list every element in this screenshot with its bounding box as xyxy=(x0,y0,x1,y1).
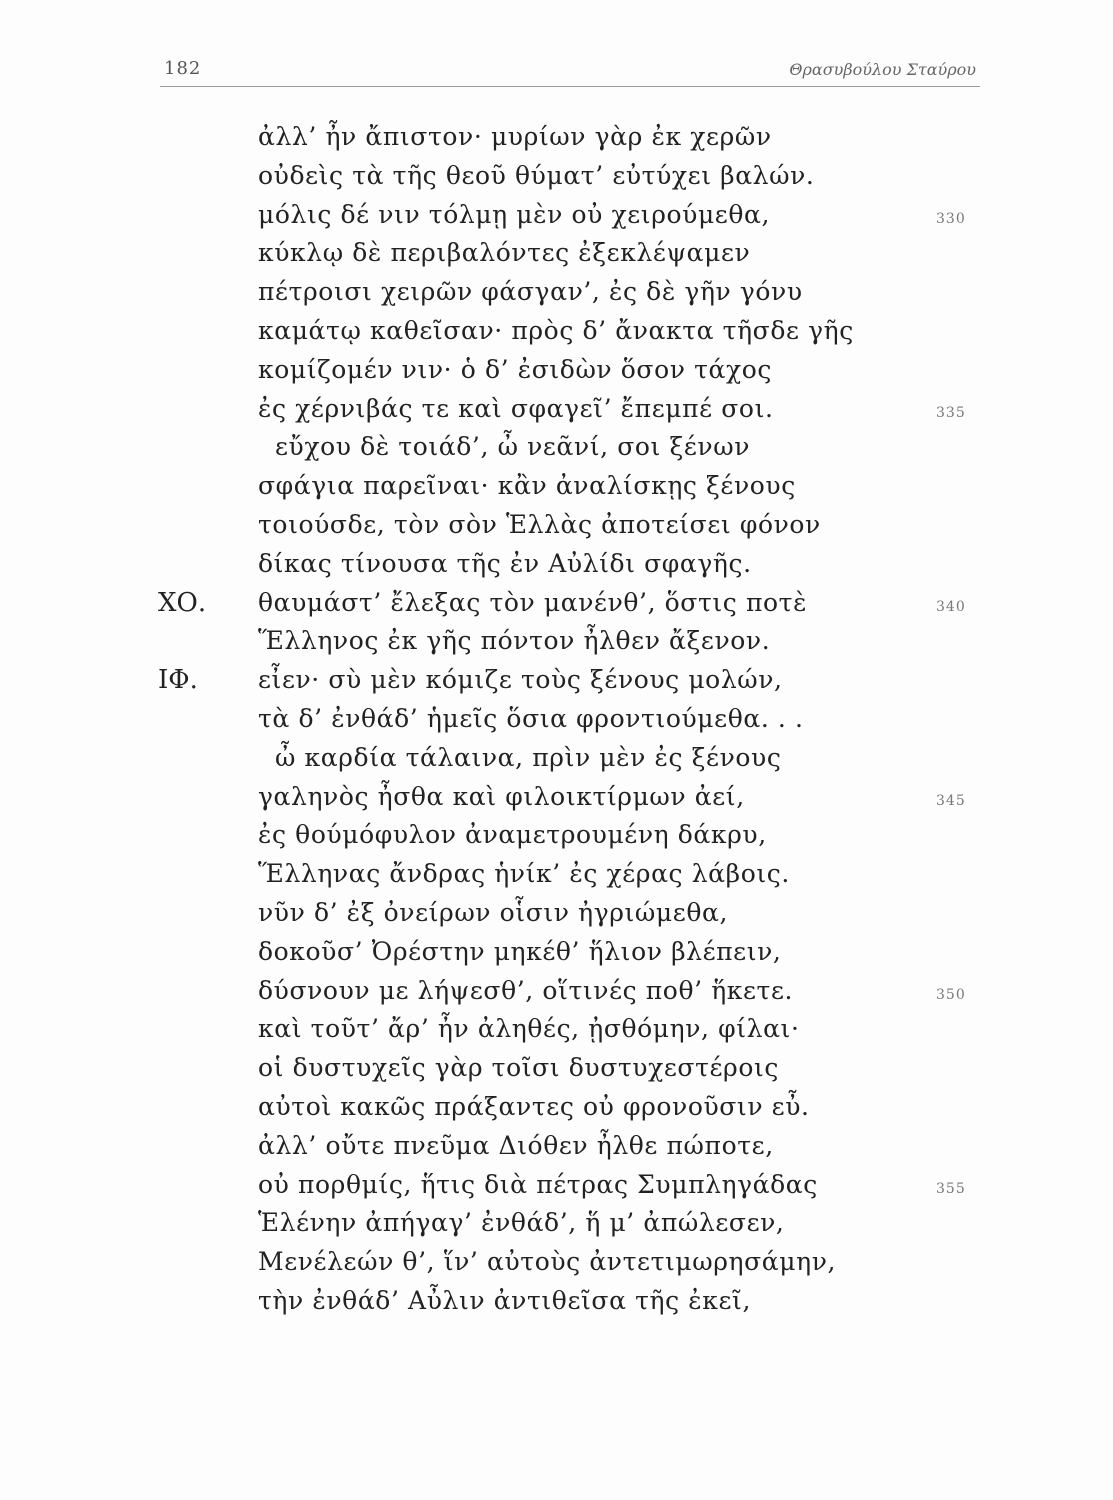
speaker-label: ΧΟ. xyxy=(158,587,207,618)
verse-text: δίκας τίνουσα τῆς ἐν Αὐλίδι σφαγῆς. xyxy=(258,548,752,578)
verse-text: τὴν ἐνθάδ’ Αὖλιν ἀντιθεῖσα τῆς ἐκεῖ, xyxy=(258,1285,751,1315)
verse-text: νῦν δ’ ἐξ ὀνείρων οἷσιν ἠγριώμεθα, xyxy=(258,897,728,927)
verse-text: γαληνὸς ἦσθα καὶ φιλοικτίρμων ἀεί, xyxy=(258,781,745,811)
verse-text: Ἕλληνας ἄνδρας ἡνίκ’ ἐς χέρας λάβοις. xyxy=(258,859,790,889)
verse-text: τὰ δ’ ἐνθάδ’ ἡμεῖς ὅσια φροντιούμεθα. . . xyxy=(258,703,804,733)
verse-text: δύσνουν με λήψεσθ’, οἵτινές ποθ’ ἥκετε. xyxy=(258,975,794,1005)
verse-text: σφάγια παρεῖναι· κἂν ἀναλίσκῃς ξένους xyxy=(258,471,796,501)
verse-line xyxy=(0,739,1113,778)
verse-line xyxy=(0,390,1113,429)
line-number: 330 xyxy=(936,210,966,227)
verse-line xyxy=(0,467,1113,506)
line-number: 355 xyxy=(936,1180,966,1197)
verse-text: οὐδεὶς τὰ τῆς θεοῦ θύματ’ εὐτύχει βαλών. xyxy=(258,160,815,190)
verse-text: εὔχου δὲ τοιάδ’, ὦ νεᾶνί, σοι ξένων xyxy=(275,432,750,462)
verse-line xyxy=(0,351,1113,390)
verse-text: τοιούσδε, τὸν σὸν Ἑλλὰς ἀποτείσει φόνον xyxy=(258,509,821,539)
verse-text: αὐτοὶ κακῶς πράξαντες οὐ φρονοῦσιν εὖ. xyxy=(258,1091,810,1121)
verse-text: ἐς χέρνιβάς τε καὶ σφαγεῖ’ ἔπεμπέ σοι. xyxy=(258,393,774,423)
running-head xyxy=(160,52,980,87)
verse-line xyxy=(0,933,1113,972)
verse-line xyxy=(0,1243,1113,1282)
verse-line xyxy=(0,1127,1113,1166)
verse-line xyxy=(0,1049,1113,1088)
verse-text: εἶεν· σὺ μὲν κόμιζε τοὺς ξένους μολών, xyxy=(258,665,783,695)
verse-text: Ἕλληνος ἐκ γῆς πόντον ἦλθεν ἄξενον. xyxy=(258,626,771,656)
line-number: 350 xyxy=(936,986,966,1003)
verse-text: δοκοῦσ’ Ὀρέστην μηκέθ’ ἥλιον βλέπειν, xyxy=(258,936,782,966)
verse-line xyxy=(0,196,1113,235)
verse-text: Ἑλένην ἀπήγαγ’ ἐνθάδ’, ἥ μ’ ἀπώλεσεν, xyxy=(258,1208,785,1238)
verse-line xyxy=(0,118,1113,157)
running-title: Θρασυβούλου Σταύρου xyxy=(789,60,976,79)
verse-text: ὦ καρδία τάλαινα, πρὶν μὲν ἐς ξένους xyxy=(275,742,782,772)
verse-text: ἀλλ’ οὔτε πνεῦμα Διόθεν ἦλθε πώποτε, xyxy=(258,1130,774,1160)
verse-line xyxy=(0,622,1113,661)
line-number: 345 xyxy=(936,792,966,809)
verse-line xyxy=(0,428,1113,467)
verse-line xyxy=(0,273,1113,312)
verse-line xyxy=(0,661,1113,700)
line-number: 340 xyxy=(936,598,966,615)
verse-line xyxy=(0,1204,1113,1243)
verse-text: οἱ δυστυχεῖς γὰρ τοῖσι δυστυχεστέροις xyxy=(258,1053,780,1083)
verse-text: κύκλῳ δὲ περιβαλόντες ἐξεκλέψαμεν xyxy=(258,238,751,268)
page-number: 182 xyxy=(164,58,202,79)
verse-line xyxy=(0,1010,1113,1049)
verse-block xyxy=(0,118,1113,1321)
verse-text: Μενέλεών θ’, ἵν’ αὐτοὺς ἀντετιμωρησάμην, xyxy=(258,1247,837,1277)
speaker-label: ΙΦ. xyxy=(158,665,198,696)
verse-line xyxy=(0,545,1113,584)
verse-text: ἐς θούμόφυλον ἀναμετρουμένη δάκρυ, xyxy=(258,820,767,850)
line-number: 335 xyxy=(936,404,966,421)
verse-text: ἀλλ’ ἦν ἄπιστον· μυρίων γὰρ ἐκ χερῶν xyxy=(258,122,772,151)
verse-line xyxy=(0,778,1113,817)
verse-line xyxy=(0,700,1113,739)
verse-line xyxy=(0,584,1113,623)
verse-line xyxy=(0,1166,1113,1205)
verse-text: καὶ τοῦτ’ ἄρ’ ἦν ἀληθές, ᾐσθόμην, φίλαι· xyxy=(258,1014,800,1044)
verse-line xyxy=(0,157,1113,196)
verse-line xyxy=(0,234,1113,273)
verse-text: καμάτῳ καθεῖσαν· πρὸς δ’ ἄνακτα τῆσδε γῆς xyxy=(258,315,854,345)
verse-text: οὐ πορθμίς, ἥτις διὰ πέτρας Συμπληγάδας xyxy=(258,1169,818,1199)
verse-line xyxy=(0,816,1113,855)
verse-text: θαυμάστ’ ἔλεξας τὸν μανένθ’, ὅστις ποτὲ xyxy=(258,587,808,617)
verse-line xyxy=(0,894,1113,933)
verse-line xyxy=(0,1088,1113,1127)
verse-text: κομίζομέν νιν· ὁ δ’ ἐσιδὼν ὅσον τάχος xyxy=(258,354,772,384)
verse-line xyxy=(0,506,1113,545)
verse-line xyxy=(0,1282,1113,1321)
verse-text: μόλις δέ νιν τόλμῃ μὲν οὐ χειρούμεθα, xyxy=(258,199,771,229)
verse-line xyxy=(0,855,1113,894)
verse-line xyxy=(0,972,1113,1011)
verse-text: πέτροισι χειρῶν φάσγαν’, ἐς δὲ γῆν γόνυ xyxy=(258,277,803,307)
verse-line xyxy=(0,312,1113,351)
